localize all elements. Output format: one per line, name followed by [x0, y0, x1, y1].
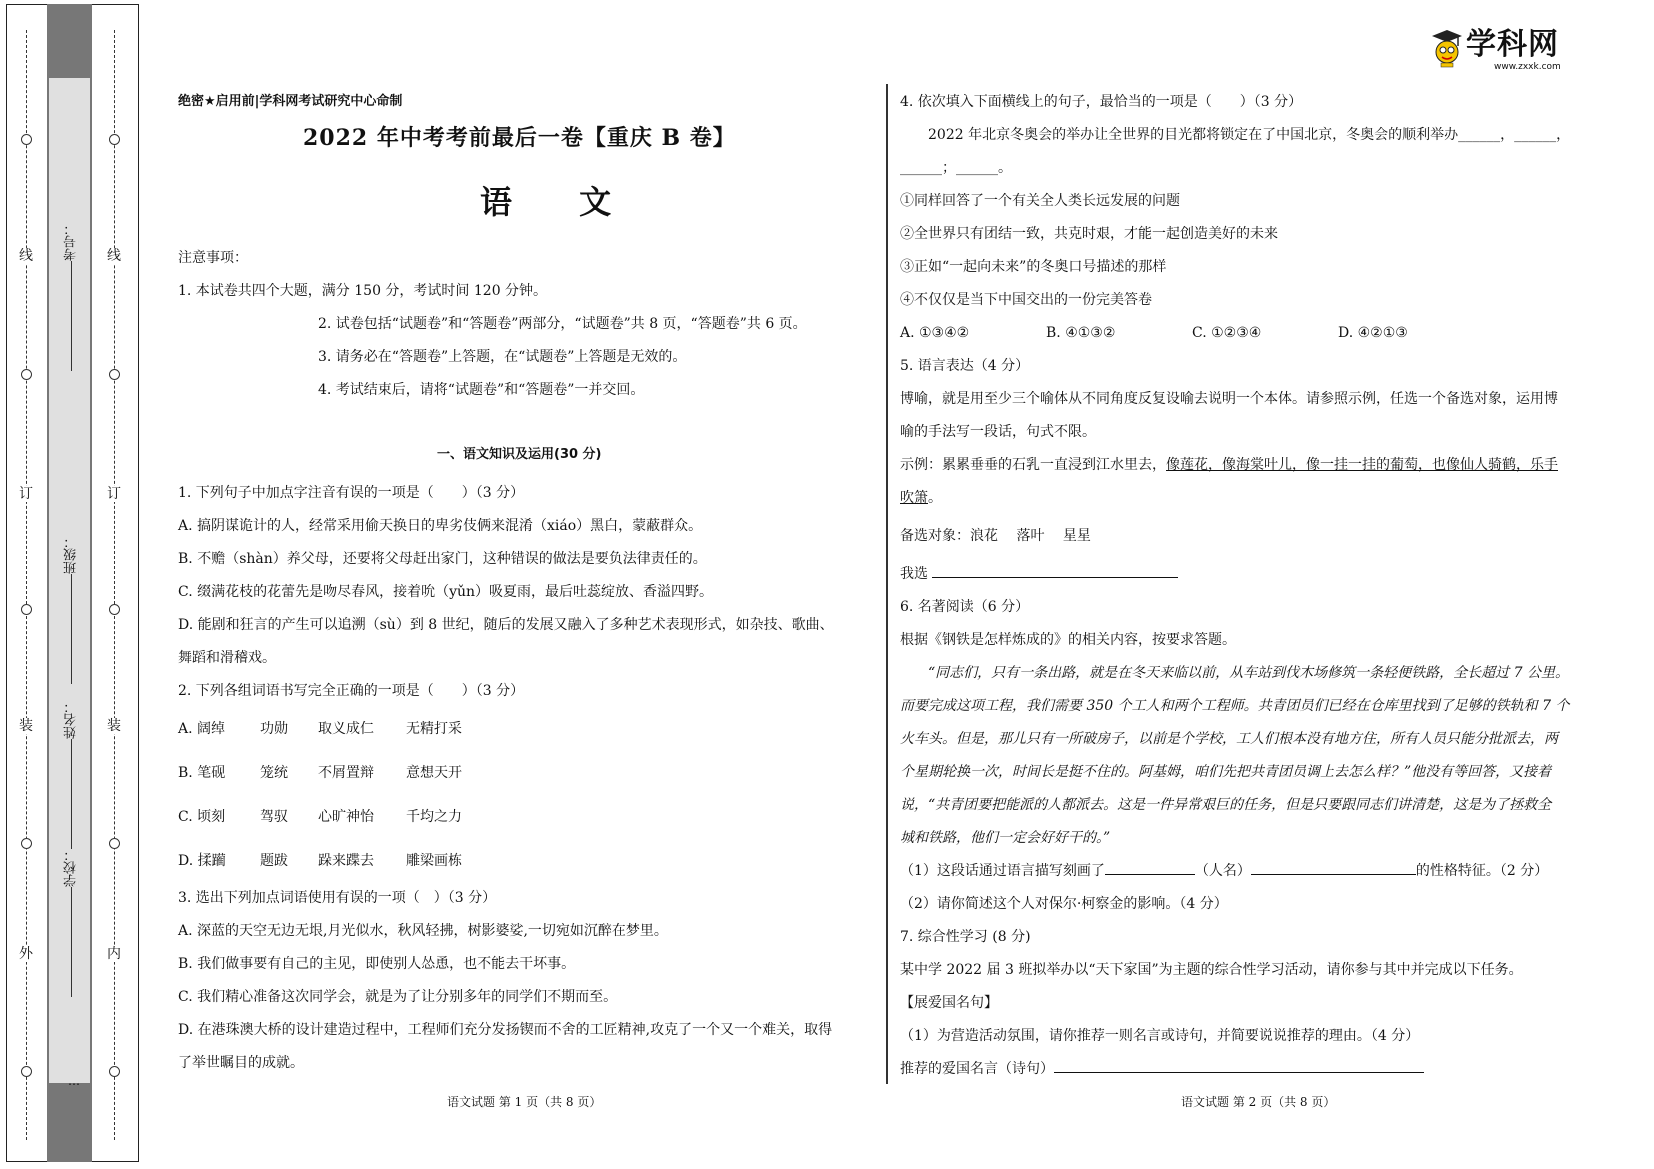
notice-item: 3. 请务必在“答题卷”上答题，在“试题卷”上答题是无效的。	[318, 349, 687, 365]
q6-person-blank[interactable]	[1105, 861, 1195, 875]
binding-circle	[21, 1066, 32, 1077]
class-label: 班级：	[64, 535, 79, 574]
q2-word: 取义成仁	[318, 721, 374, 737]
strip-char-line: 线	[19, 248, 33, 264]
q6-sub1-text: （1）这段话通过语言描写刻画了	[900, 863, 1105, 879]
q5-choose	[900, 564, 1178, 584]
binding-circle	[21, 369, 32, 380]
q2-word: 心旷神怡	[318, 809, 374, 825]
q6-quote-line: 城和铁路，他们一定会好好干的。”	[900, 830, 1111, 846]
q7-recommend	[900, 1059, 1424, 1079]
q5-example	[900, 455, 1558, 475]
q3-option-d: D. 在港珠澳大桥的设计建造过程中，工程师们充分发扬锲而不舍的工匠精神,攻克了一个又一个难关，取得	[178, 1022, 833, 1038]
binding-circle	[21, 838, 32, 849]
q5-text: 博喻，就是用至少三个喻体从不同角度反复设喻去说明一个本体。请参照示例，任选一个备选对象，运用博	[900, 391, 1558, 407]
q5-choose-label: 我选	[900, 566, 928, 582]
binding-circle	[109, 1066, 120, 1077]
q6-quote-line: 火车头。但是，那儿只有一所破房子，以前是个学校，工人们根本没有地方住，所有人员只能分批派去，两	[900, 731, 1558, 747]
q4-option-b: B. ④①③②	[1046, 325, 1116, 341]
q6-intro: 根据《钢铁是怎样炼成的》的相关内容，按要求答题。	[900, 632, 1236, 648]
binding-circle	[109, 369, 120, 380]
mascot-icon	[1430, 28, 1464, 68]
q2-word: 无精打采	[406, 721, 462, 737]
q1-option-a: A. 搞阴谋诡计的人，经常采用偷天换日的卑劣伎俩来混淆（xiáo）黑白，蒙蔽群众。	[178, 518, 703, 534]
strip-char-inner: 内	[107, 946, 121, 962]
binding-strip	[0, 0, 140, 1169]
notice-item: 2. 试卷包括“试题卷”和“答题卷”两部分，“试题卷”共 8 页，“答题卷”共 6 页。	[318, 316, 807, 332]
q3-option-a: A. 深蓝的天空无边无垠,月光似水，秋风轻拂，树影婆娑,一切宛如沉醉在梦里。	[178, 923, 668, 939]
page-footer-right: 语文试题 第 2 页（共 8 页）	[1181, 1095, 1336, 1109]
q5-example-cont	[900, 488, 942, 508]
question-1: 1. 下列句子中加点字注音有误的一项是（ ）（3 分）	[178, 485, 525, 501]
q2-option-a	[178, 719, 462, 739]
question-6: 6. 名著阅读（6 分）	[900, 599, 1030, 615]
q4-passage: 2022 年北京冬奥会的举办让全世界的目光都将锁定在了中国北京，冬奥会的顺利举办______，______，	[928, 127, 1571, 143]
subject-title: 语 文	[480, 183, 640, 221]
q2-word: 意想天开	[406, 765, 462, 781]
strip-dots: …	[68, 1074, 80, 1088]
q1-option-b: B. 不赡（shàn）养父母，还要将父母赶出家门，这种错误的做法是要负法律责任的。	[178, 551, 707, 567]
q2-word: 千均之力	[406, 809, 462, 825]
q7-sub1: （1）为营造活动氛围，请你推荐一则名言或诗句，并简要说说推荐的理由。（4 分）	[900, 1028, 1420, 1044]
q4-passage-cont: ______；______。	[900, 160, 1012, 176]
notice-heading: 注意事项：	[178, 250, 248, 266]
binding-circle	[109, 838, 120, 849]
q2-option-b	[178, 763, 462, 783]
logo-url: www.zxxk.com	[1494, 62, 1561, 72]
q7-heading: 【展爱国名句】	[900, 995, 998, 1011]
q2-option-d	[178, 851, 462, 871]
q6-sub1-text: 的性格特征。（2 分）	[1415, 863, 1549, 879]
logo-name: 学科网	[1466, 27, 1559, 62]
q6-sub2: （2）请你简述这个人对保尔·柯察金的影响。（4 分）	[900, 896, 1228, 912]
binding-circle	[21, 134, 32, 145]
q4-options	[900, 323, 1408, 343]
q4-option-d: D. ④②①③	[1338, 325, 1408, 341]
school-label: 学校：	[64, 848, 79, 887]
q5-example-end: 。	[928, 490, 942, 506]
q2-word: 不屑置辩	[318, 765, 374, 781]
q6-sub1-text: （人名）	[1194, 863, 1251, 879]
page-footer-left: 语文试题 第 1 页（共 8 页）	[447, 1095, 602, 1109]
inner-dashed-line	[114, 30, 115, 1140]
strip-char-mount: 装	[19, 718, 33, 734]
q1-option-c: C. 缀满花枝的花蕾先是吻尽春风，接着吮（yǔn）吸夏雨，最后吐蕊绽放、香溢四野。	[178, 584, 714, 600]
q2-word: 驾驭	[260, 809, 288, 825]
name-label: 姓名：	[64, 700, 79, 739]
q4-item: ④不仅仅是当下中国交出的一份完美答卷	[900, 292, 1152, 308]
q4-option-c: C. ①②③④	[1192, 325, 1262, 341]
q3-option-b: B. 我们做事要有自己的主见，即使别人怂恿，也不能去干坏事。	[178, 956, 576, 972]
exam-number-field[interactable]	[62, 222, 81, 375]
q2-option-c	[178, 807, 462, 827]
strip-char-line: 线	[107, 248, 121, 264]
q3-option-d-cont: 了举世瞩目的成就。	[178, 1055, 304, 1071]
notice-item: 4. 考试结束后，请将“试题卷”和“答题卷”一并交回。	[318, 382, 645, 398]
q6-trait-blank[interactable]	[1251, 861, 1416, 875]
question-3: 3. 选出下列加点词语使用有误的一项（ ）（3 分）	[178, 890, 497, 906]
q2-word: 跺来蹀去	[318, 853, 374, 869]
q7-intro: 某中学 2022 届 3 班拟举办以“天下家国”为主题的综合性学习活动，请你参与其中并完成以下任务。	[900, 962, 1523, 978]
q7-recommend-blank[interactable]	[1054, 1059, 1424, 1073]
q2-word: 题跋	[260, 853, 288, 869]
q4-item: ①同样回答了一个有关全人类长远发展的问题	[900, 193, 1180, 209]
q6-quote-line: 而要完成这项工程，我们需要 350 个工人和两个工程师。共青团员们已经在仓库里找到了足够的铁轨和 7 个	[900, 698, 1570, 714]
page-divider	[886, 84, 888, 1084]
q4-item: ③正如“一起向未来”的冬奥口号描述的那样	[900, 259, 1167, 275]
binding-circle	[21, 604, 32, 615]
question-2: 2. 下列各组词语书写完全正确的一项是（ ）（3 分）	[178, 683, 525, 699]
binding-circle	[109, 134, 120, 145]
q1-option-d-cont: 舞蹈和滑稽戏。	[178, 650, 276, 666]
q6-quote-line: 说，“共青团要把能派的人都派去。这是一件异常艰巨的任务，但是只要跟同志们讲清楚，这是为了拯救全	[900, 797, 1552, 813]
school-field[interactable]	[62, 848, 81, 1001]
q5-example-underlined: 吹箫	[900, 490, 928, 506]
logo	[1430, 28, 1561, 72]
section-heading: 一、语文知识及运用(30 分)	[437, 447, 602, 462]
name-field[interactable]	[62, 700, 81, 853]
class-field[interactable]	[62, 535, 81, 688]
q2-word: B. 笔砚	[178, 765, 226, 781]
strip-char-bind: 订	[19, 486, 33, 502]
notice-item: 1. 本试卷共四个大题，满分 150 分，考试时间 120 分钟。	[178, 283, 548, 299]
outer-dashed-line	[26, 30, 27, 1140]
q2-word: C. 顷刻	[178, 809, 226, 825]
q5-answer-blank[interactable]	[932, 564, 1178, 578]
q1-option-d: D. 能剧和狂言的产生可以追溯（sù）到 8 世纪，随后的发展又融入了多种艺术表现形式，如杂技、歌曲、	[178, 617, 834, 633]
q4-item: ②全世界只有团结一致，共克时艰，才能一起创造美好的未来	[900, 226, 1278, 242]
q5-candidates: 备选对象：浪花 落叶 星星	[900, 528, 1091, 544]
q2-word: D. 揉躏	[178, 853, 226, 869]
q7-recommend-label: 推荐的爱国名言（诗句）	[900, 1061, 1054, 1077]
q4-option-a: A. ①③④②	[900, 325, 970, 341]
q6-quote-line: “同志们，只有一条出路，就是在冬天来临以前，从车站到伐木场修筑一条轻便铁路，全长超过 7 公里。	[928, 665, 1569, 681]
question-5: 5. 语言表达（4 分）	[900, 358, 1030, 374]
exam-number-label: 考号：	[64, 222, 79, 261]
strip-char-mount: 装	[107, 718, 121, 734]
q6-quote-line: 个星期轮换一次，时间长是挺不住的。阿基姆，咱们先把共青团员调上去怎么样？”他没有等回答，又接着	[900, 764, 1552, 780]
q5-text-cont: 喻的手法写一段话，句式不限。	[900, 424, 1096, 440]
q2-word: 雕梁画栋	[406, 853, 462, 869]
secret-line: 绝密★启用前|学科网考试研究中心命制	[178, 94, 403, 109]
binding-circle	[109, 604, 120, 615]
q2-word: A. 阔绰	[178, 721, 226, 737]
question-4: 4. 依次填入下面横线上的句子，最恰当的一项是（ ）（3 分）	[900, 94, 1303, 110]
q5-example-underlined: 像莲花，像海棠叶儿，像一挂一挂的葡萄，也像仙人骑鹤，乐手	[1166, 457, 1558, 473]
page-title: 2022 年中考考前最后一卷【重庆 B 卷】	[303, 125, 736, 151]
q2-word: 功勋	[260, 721, 288, 737]
q3-option-c: C. 我们精心准备这次同学会，就是为了让分别多年的同学们不期而至。	[178, 989, 618, 1005]
q6-sub1	[900, 861, 1548, 881]
strip-char-outer: 外	[19, 946, 33, 962]
q2-word: 笼统	[260, 765, 288, 781]
strip-char-bind: 订	[107, 486, 121, 502]
q5-example-lead: 示例：累累垂垂的石乳一直浸到江水里去，	[900, 457, 1166, 473]
question-7: 7. 综合性学习 (8 分)	[900, 929, 1031, 945]
